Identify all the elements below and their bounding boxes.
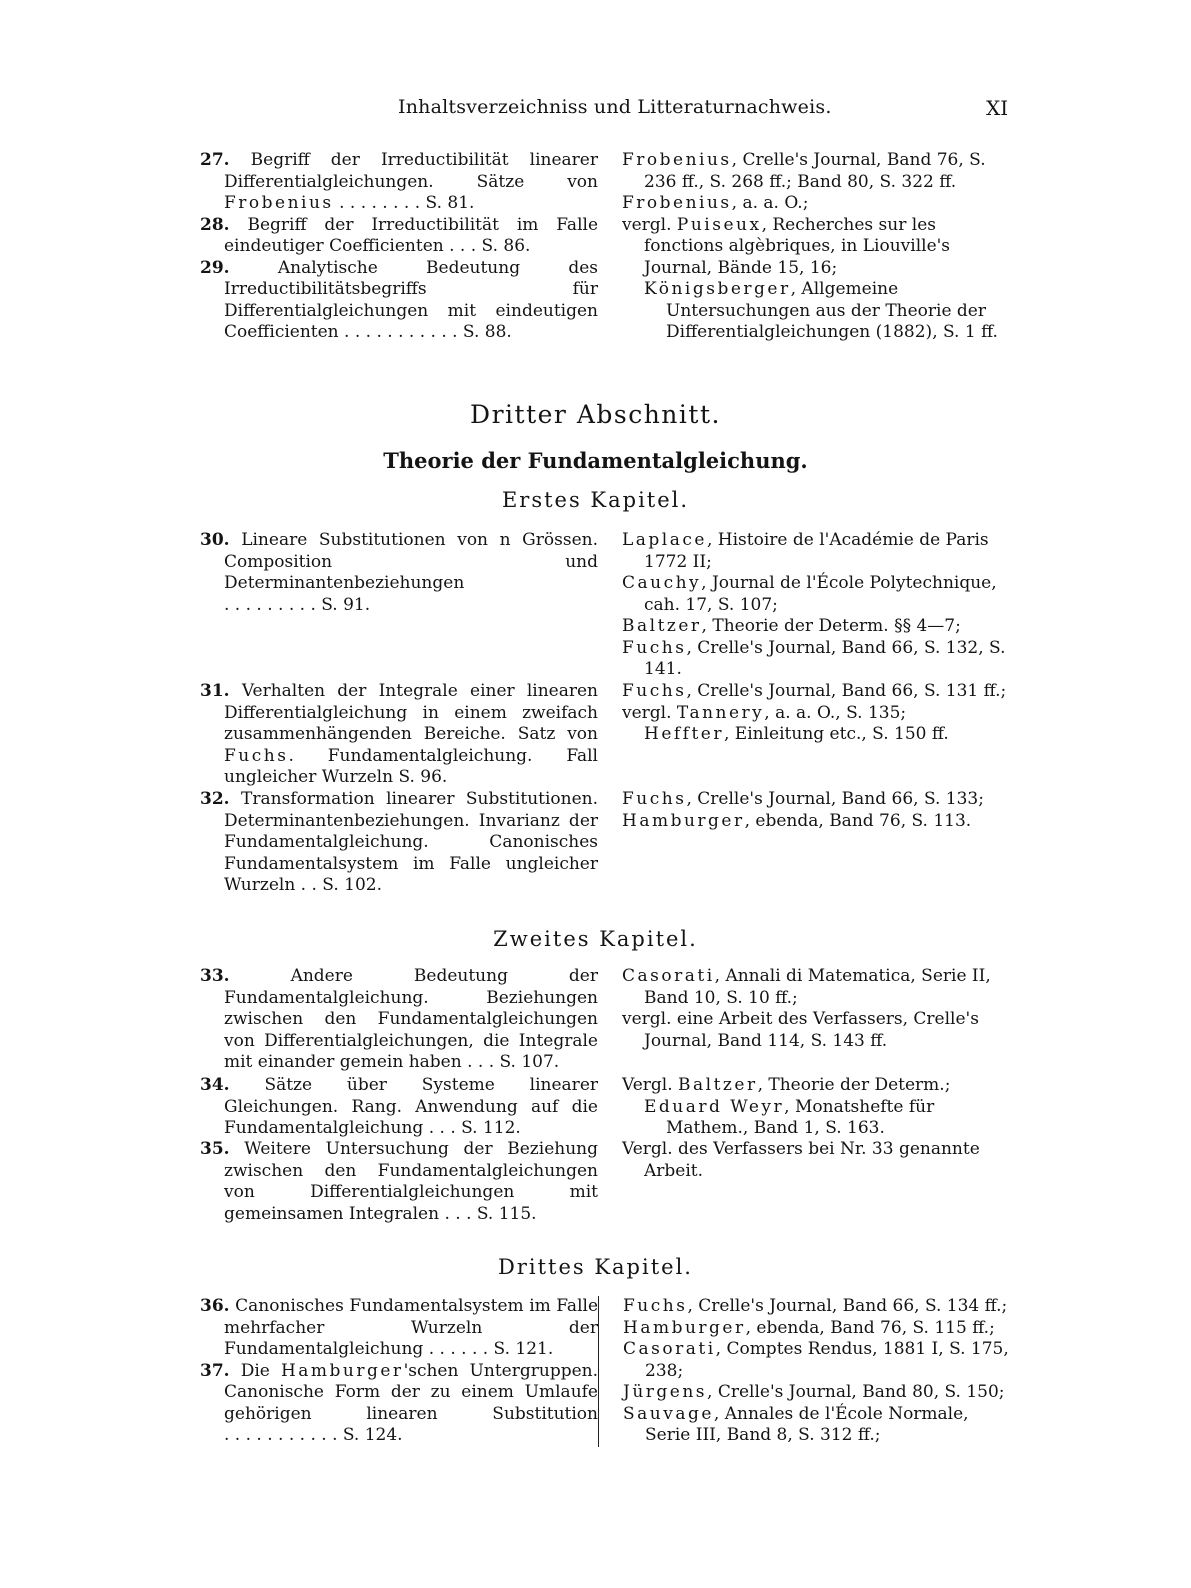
reference-item: Hamburger, ebenda, Band 76, S. 113.	[622, 810, 972, 831]
reference-item: Eduard Weyr, Monatshefte für Mathem., Band 1, S. 163.	[644, 1096, 935, 1138]
reference-item: Heffter, Einleitung etc., S. 150 ff.	[644, 724, 949, 744]
toc-entry-33: 33. Andere Bedeutung der Fundamentalgleichung. Beziehungen zwischen den Fundamentalgleichungen von Differentialgleichungen, die Integrale mit einander gemein haben . . . S. 107.	[200, 966, 598, 1072]
toc-entry-34: 34. Sätze über Systeme linearer Gleichungen. Rang. Anwendung auf die Fundamentalgleichung . . . S. 112.	[200, 1075, 598, 1138]
reference-item: vergl. eine Arbeit des Verfassers, Crelle's Journal, Band 114, S. 143 ff.	[622, 1009, 979, 1051]
page-number: XI	[986, 96, 1009, 120]
reference-item: Sauvage, Annales de l'École Normale, Serie III, Band 8, S. 312 ff.;	[623, 1403, 969, 1445]
toc-block-30	[200, 530, 1020, 681]
reference-item: vergl. Tannery, a. a. O., S. 135;	[622, 702, 907, 723]
reference-item: Fuchs, Crelle's Journal, Band 66, S. 132, S. 141.	[622, 637, 1006, 679]
reference-item: Fuchs, Crelle's Journal, Band 66, S. 133;	[622, 789, 984, 809]
reference-item: vergl. Puiseux, Recherches sur les fonctions algèbriques, in Liouville's Journal, Bände 15, 16;	[622, 214, 951, 278]
toc-entry-27: 27. Begriff der Irreductibilität linearer Differentialgleichungen. Sätze von Frobenius . . . . . . . . S. 81.	[200, 150, 598, 213]
toc-entry-36: 36. Canonisches Fundamentalsystem im Falle mehrfacher Wurzeln der Fundamentalgleichung . . . . . . S. 121.	[200, 1296, 599, 1359]
header-title: Inhaltsverzeichniss und Litteraturnachweis.	[398, 96, 832, 118]
reference-item: Hamburger, ebenda, Band 76, S. 115 ff.;	[623, 1317, 995, 1338]
reference-item: Cauchy, Journal de l'École Polytechnique, cah. 17, S. 107;	[622, 573, 997, 615]
toc-entry-37: 37. Die Hamburger'schen Untergruppen. Canonische Form der zu einem Umlaufe gehörigen linearen Substitution . . . . . . . . . . . S. 124.	[200, 1360, 598, 1445]
toc-entry-30: 30. Lineare Substitutionen von n Grössen. Composition und Determinantenbeziehungen . . . . . . . . . S. 91.	[200, 530, 598, 615]
section-title: Dritter Abschnitt.	[470, 400, 721, 429]
toc-entry-29: 29. Analytische Bedeutung des Irreductibilitätsbegriffs für Differentialgleichungen mit eindeutigen Coefficienten . . . . . . . . . . . S. 88.	[200, 257, 598, 342]
toc-entry-28: 28. Begriff der Irreductibilität im Falle eindeutiger Coefficienten . . . S. 86.	[200, 214, 598, 256]
reference-item: Königsberger, Allgemeine Untersuchungen aus der Theorie der Differentialgleichungen (1882), S. 1 ff.	[644, 279, 998, 342]
reference-item: Fuchs, Crelle's Journal, Band 66, S. 131 ff.;	[622, 681, 1007, 701]
chapter-title-2: Zweites Kapitel.	[493, 927, 698, 951]
reference-item: Jürgens, Crelle's Journal, Band 80, S. 150;	[623, 1382, 1005, 1402]
reference-item: Laplace, Histoire de l'Académie de Paris 1772 II;	[622, 530, 989, 572]
toc-block-31	[200, 681, 1020, 789]
reference-item: Vergl. Baltzer, Theorie der Determ.;	[622, 1075, 951, 1095]
reference-item: Casorati, Annali di Matematica, Serie II, Band 10, S. 10 ff.;	[622, 966, 991, 1008]
reference-item: Frobenius, a. a. O.;	[622, 193, 809, 213]
chapter-title-3: Drittes Kapitel.	[498, 1255, 693, 1279]
reference-item: Frobenius, Crelle's Journal, Band 76, S. 236 ff., S. 268 ff.; Band 80, S. 322 ff.	[622, 150, 986, 192]
reference-item: Vergl. des Verfassers bei Nr. 33 genannte Arbeit.	[622, 1139, 980, 1181]
reference-brace	[598, 1296, 1016, 1447]
section-subtitle: Theorie der Fundamentalgleichung.	[383, 448, 808, 473]
chapter-title-1: Erstes Kapitel.	[501, 488, 690, 512]
toc-block-36-37	[200, 1296, 1020, 1447]
toc-block-32	[200, 789, 1020, 897]
toc-entry-35: 35. Weitere Untersuchung der Beziehung zwischen den Fundamentalgleichungen von Differentialgleichungen mit gemeinsamen Integralen . . . S. 115.	[200, 1139, 598, 1224]
reference-item: Casorati, Comptes Rendus, 1881 I, S. 175, 238;	[623, 1339, 1009, 1381]
running-header	[0, 96, 1191, 126]
toc-block-27-29	[200, 150, 1020, 344]
toc-block-35	[200, 1139, 1020, 1225]
toc-block-34	[200, 1075, 1020, 1140]
toc-entry-32: 32. Transformation linearer Substitutionen. Determinantenbeziehungen. Invarianz der Fundamentalgleichung. Canonisches Fundamentalsystem im Falle ungleicher Wurzeln . . S. 102.	[200, 789, 599, 895]
toc-block-33	[200, 966, 1020, 1074]
reference-item: Fuchs, Crelle's Journal, Band 66, S. 134 ff.;	[623, 1296, 1008, 1316]
reference-item: Baltzer, Theorie der Determ. §§ 4—7;	[622, 616, 961, 636]
toc-entry-31: 31. Verhalten der Integrale einer linearen Differentialgleichung in einem zweifach zusammenhängenden Bereiche. Satz von Fuchs. Fundamentalgleichung. Fall ungleicher Wurzeln S. 96.	[200, 681, 599, 787]
